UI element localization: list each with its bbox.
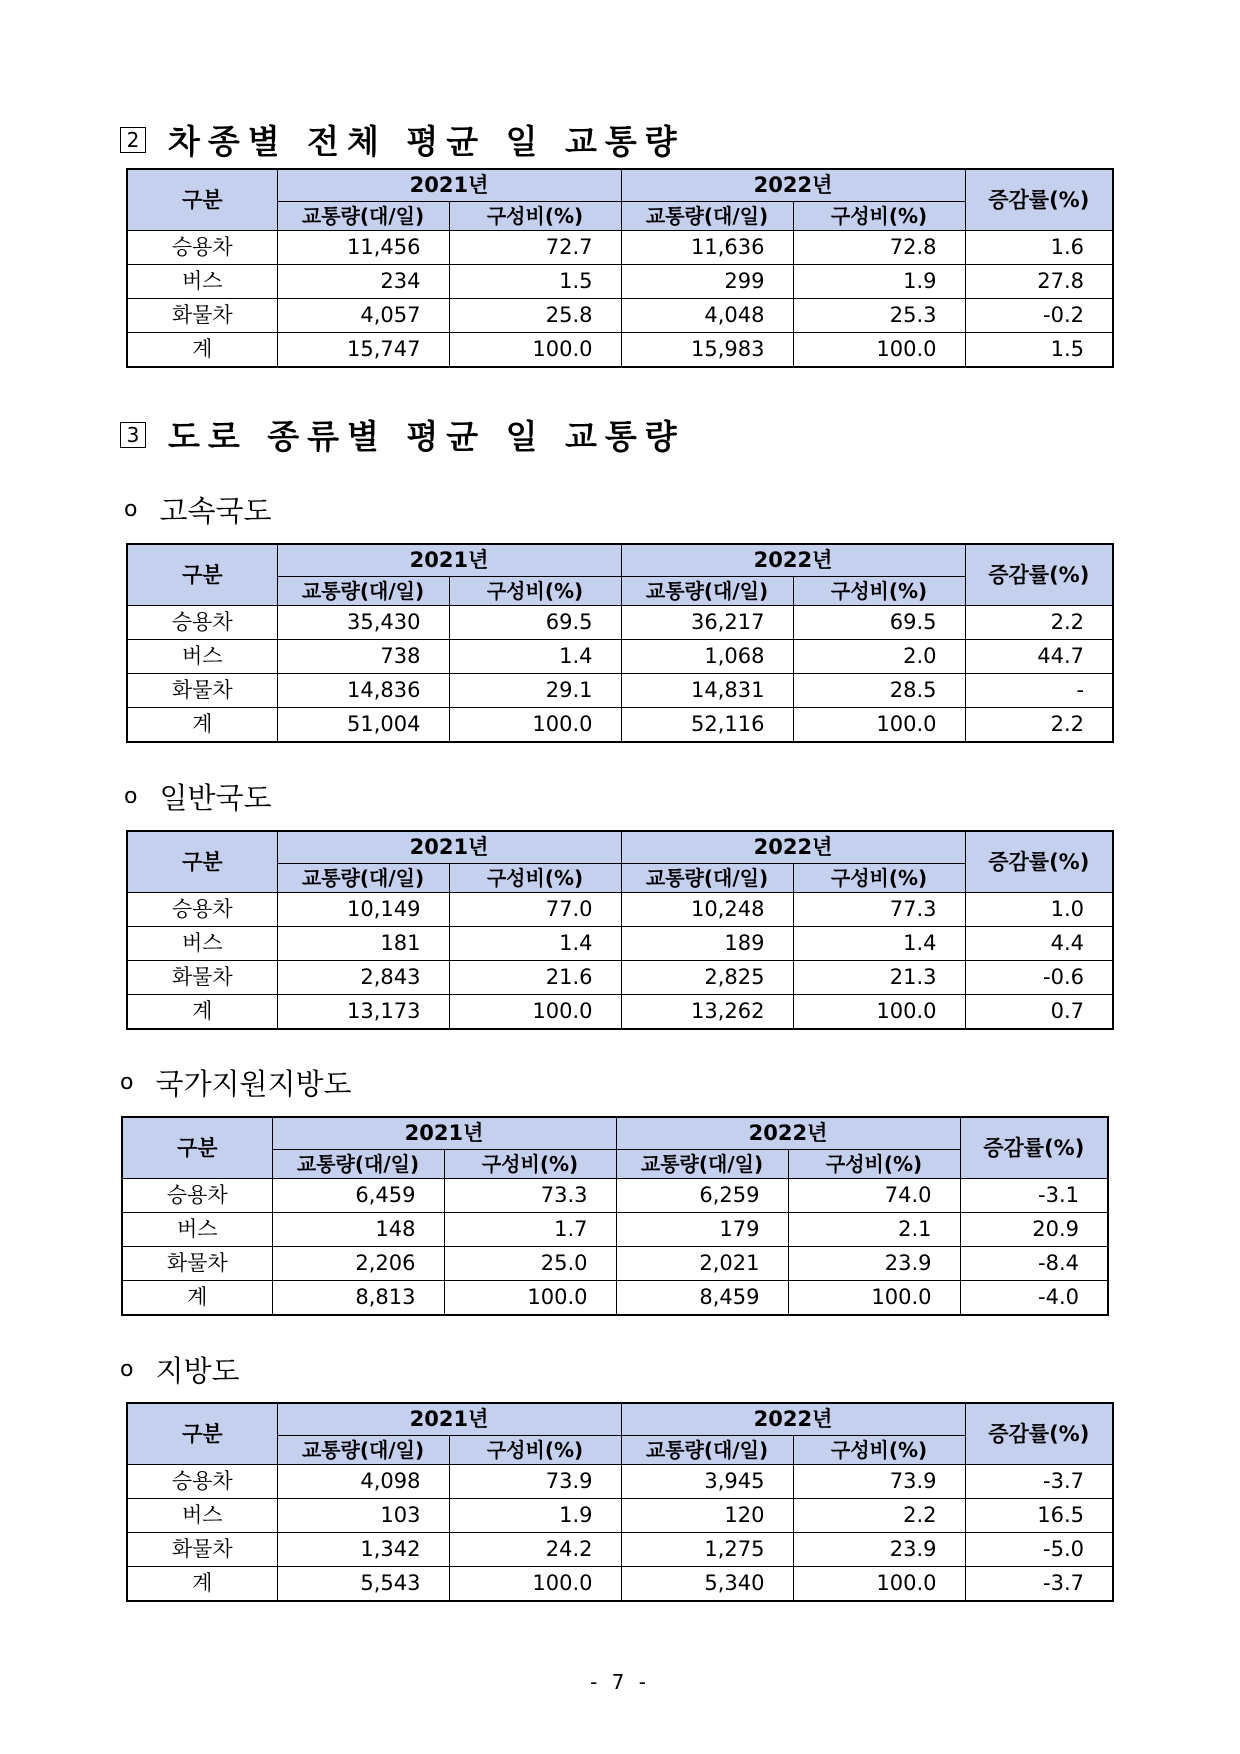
subsection-heading-expressway	[124, 489, 272, 530]
ratio-2022: 2.0	[793, 640, 965, 674]
table-row	[127, 231, 1113, 265]
row-label: 승용차	[127, 893, 277, 927]
row-label: 계	[127, 1567, 277, 1602]
table-row	[127, 265, 1113, 299]
ratio-2021: 72.7	[449, 231, 621, 265]
change-rate: -4.0	[960, 1281, 1108, 1316]
ratio-2021: 100.0	[449, 995, 621, 1030]
traffic-2022: 2,825	[621, 961, 793, 995]
ratio-2022: 23.9	[793, 1533, 965, 1567]
row-label: 화물차	[127, 299, 277, 333]
row-label: 승용차	[122, 1179, 272, 1213]
traffic-2022: 179	[616, 1213, 788, 1247]
traffic-2021: 13,173	[277, 995, 449, 1030]
ratio-2021: 25.8	[449, 299, 621, 333]
ratio-2021: 1.4	[449, 640, 621, 674]
header-change: 증감률(%)	[965, 544, 1113, 606]
traffic-2022: 1,275	[621, 1533, 793, 1567]
traffic-2021: 35,430	[277, 606, 449, 640]
ratio-2021: 1.9	[449, 1499, 621, 1533]
table-row	[127, 333, 1113, 368]
subsection-title: 일반국도	[159, 781, 272, 815]
header-year-2021: 2021년	[277, 169, 621, 202]
change-rate: 1.6	[965, 231, 1113, 265]
section-heading-vehicle-type	[120, 116, 685, 163]
ratio-2022: 72.8	[793, 231, 965, 265]
header-traffic: 교통량(대/일)	[277, 864, 449, 893]
table-row	[122, 1213, 1108, 1247]
traffic-2022: 189	[621, 927, 793, 961]
table-row	[122, 1281, 1108, 1316]
header-ratio: 구성비(%)	[449, 577, 621, 606]
header-traffic: 교통량(대/일)	[277, 1436, 449, 1465]
header-year-2021: 2021년	[277, 1403, 621, 1436]
ratio-2022: 74.0	[788, 1179, 960, 1213]
header-year-2021: 2021년	[272, 1117, 616, 1150]
header-traffic: 교통량(대/일)	[277, 577, 449, 606]
traffic-2021: 8,813	[272, 1281, 444, 1316]
change-rate: -5.0	[965, 1533, 1113, 1567]
header-ratio: 구성비(%)	[793, 202, 965, 231]
ratio-2021: 73.3	[444, 1179, 616, 1213]
ratio-2021: 100.0	[449, 333, 621, 368]
traffic-2021: 2,843	[277, 961, 449, 995]
traffic-2022: 52,116	[621, 708, 793, 743]
row-label: 화물차	[127, 674, 277, 708]
row-label: 버스	[127, 927, 277, 961]
traffic-table-expressway	[126, 543, 1114, 743]
header-category: 구분	[127, 1403, 277, 1465]
ratio-2022: 2.1	[788, 1213, 960, 1247]
change-rate: -	[965, 674, 1113, 708]
row-label: 버스	[127, 265, 277, 299]
ratio-2022: 100.0	[793, 995, 965, 1030]
ratio-2021: 1.4	[449, 927, 621, 961]
ratio-2021: 77.0	[449, 893, 621, 927]
traffic-2022: 14,831	[621, 674, 793, 708]
table-row	[127, 1499, 1113, 1533]
traffic-2021: 11,456	[277, 231, 449, 265]
traffic-2022: 6,259	[616, 1179, 788, 1213]
change-rate: 1.5	[965, 333, 1113, 368]
ratio-2022: 25.3	[793, 299, 965, 333]
ratio-2021: 21.6	[449, 961, 621, 995]
traffic-2022: 13,262	[621, 995, 793, 1030]
subsection-title: 국가지원지방도	[155, 1067, 352, 1101]
row-label: 버스	[127, 1499, 277, 1533]
header-year-2021: 2021년	[277, 831, 621, 864]
traffic-2022: 8,459	[616, 1281, 788, 1316]
subsection-heading-state-supported-road	[120, 1062, 352, 1103]
row-label: 화물차	[127, 1533, 277, 1567]
change-rate: 4.4	[965, 927, 1113, 961]
header-ratio: 구성비(%)	[793, 864, 965, 893]
header-ratio: 구성비(%)	[449, 202, 621, 231]
row-label: 계	[127, 995, 277, 1030]
traffic-2022: 15,983	[621, 333, 793, 368]
header-year-2022: 2022년	[621, 169, 965, 202]
row-label: 계	[127, 333, 277, 368]
traffic-2021: 51,004	[277, 708, 449, 743]
ratio-2021: 25.0	[444, 1247, 616, 1281]
section-title: 차종별 전체 평균 일 교통량	[168, 122, 685, 161]
subsection-title: 지방도	[155, 1354, 240, 1388]
table-row	[127, 606, 1113, 640]
change-rate: -3.1	[960, 1179, 1108, 1213]
bullet: o	[120, 1070, 134, 1095]
traffic-table-local-road	[126, 1402, 1114, 1602]
ratio-2021: 100.0	[449, 1567, 621, 1602]
change-rate: -3.7	[965, 1567, 1113, 1602]
page-number: - 7 -	[590, 1670, 650, 1694]
table-row	[127, 927, 1113, 961]
header-change: 증감률(%)	[965, 169, 1113, 231]
change-rate: -0.2	[965, 299, 1113, 333]
traffic-2021: 15,747	[277, 333, 449, 368]
header-traffic: 교통량(대/일)	[277, 202, 449, 231]
header-year-2022: 2022년	[621, 1403, 965, 1436]
traffic-2022: 5,340	[621, 1567, 793, 1602]
row-label: 계	[122, 1281, 272, 1316]
traffic-2021: 2,206	[272, 1247, 444, 1281]
table-row	[127, 640, 1113, 674]
change-rate: -8.4	[960, 1247, 1108, 1281]
subsection-title: 고속국도	[159, 494, 272, 528]
traffic-2022: 11,636	[621, 231, 793, 265]
traffic-2022: 10,248	[621, 893, 793, 927]
change-rate: -3.7	[965, 1465, 1113, 1499]
table-row	[122, 1179, 1108, 1213]
header-ratio: 구성비(%)	[449, 864, 621, 893]
traffic-2022: 120	[621, 1499, 793, 1533]
traffic-2021: 148	[272, 1213, 444, 1247]
section-heading-road-type	[120, 411, 685, 458]
traffic-2021: 10,149	[277, 893, 449, 927]
traffic-2022: 4,048	[621, 299, 793, 333]
header-traffic: 교통량(대/일)	[621, 577, 793, 606]
ratio-2021: 100.0	[444, 1281, 616, 1316]
traffic-2021: 5,543	[277, 1567, 449, 1602]
table-row	[127, 961, 1113, 995]
row-label: 계	[127, 708, 277, 743]
section-title: 도로 종류별 평균 일 교통량	[168, 417, 685, 456]
ratio-2022: 1.9	[793, 265, 965, 299]
traffic-2021: 738	[277, 640, 449, 674]
traffic-2021: 6,459	[272, 1179, 444, 1213]
ratio-2021: 1.5	[449, 265, 621, 299]
ratio-2021: 73.9	[449, 1465, 621, 1499]
ratio-2021: 1.7	[444, 1213, 616, 1247]
section-number-box: 3	[120, 422, 146, 448]
header-category: 구분	[122, 1117, 272, 1179]
bullet: o	[124, 497, 138, 522]
change-rate: 27.8	[965, 265, 1113, 299]
header-category: 구분	[127, 831, 277, 893]
subsection-heading-local-road	[120, 1349, 240, 1390]
change-rate: 44.7	[965, 640, 1113, 674]
header-change: 증감률(%)	[960, 1117, 1108, 1179]
header-ratio: 구성비(%)	[788, 1150, 960, 1179]
header-ratio: 구성비(%)	[793, 1436, 965, 1465]
table-row	[127, 1465, 1113, 1499]
traffic-2021: 4,098	[277, 1465, 449, 1499]
table-row	[127, 299, 1113, 333]
traffic-2022: 36,217	[621, 606, 793, 640]
bullet: o	[124, 784, 138, 809]
traffic-2022: 2,021	[616, 1247, 788, 1281]
ratio-2022: 2.2	[793, 1499, 965, 1533]
header-change: 증감률(%)	[965, 831, 1113, 893]
table-row	[127, 1533, 1113, 1567]
table-row	[127, 708, 1113, 743]
table-row	[127, 995, 1113, 1030]
traffic-2022: 3,945	[621, 1465, 793, 1499]
header-traffic: 교통량(대/일)	[621, 1436, 793, 1465]
table-row	[127, 893, 1113, 927]
ratio-2021: 29.1	[449, 674, 621, 708]
ratio-2022: 1.4	[793, 927, 965, 961]
ratio-2021: 100.0	[449, 708, 621, 743]
row-label: 화물차	[122, 1247, 272, 1281]
row-label: 버스	[127, 640, 277, 674]
change-rate: 16.5	[965, 1499, 1113, 1533]
header-traffic: 교통량(대/일)	[616, 1150, 788, 1179]
traffic-2022: 299	[621, 265, 793, 299]
header-traffic: 교통량(대/일)	[621, 864, 793, 893]
ratio-2022: 73.9	[793, 1465, 965, 1499]
traffic-2021: 234	[277, 265, 449, 299]
traffic-2021: 14,836	[277, 674, 449, 708]
change-rate: -0.6	[965, 961, 1113, 995]
row-label: 승용차	[127, 1465, 277, 1499]
header-year-2022: 2022년	[616, 1117, 960, 1150]
ratio-2021: 69.5	[449, 606, 621, 640]
header-change: 증감률(%)	[965, 1403, 1113, 1465]
change-rate: 2.2	[965, 606, 1113, 640]
traffic-2021: 181	[277, 927, 449, 961]
change-rate: 20.9	[960, 1213, 1108, 1247]
ratio-2022: 100.0	[793, 708, 965, 743]
ratio-2022: 77.3	[793, 893, 965, 927]
row-label: 승용차	[127, 231, 277, 265]
traffic-2021: 4,057	[277, 299, 449, 333]
traffic-table-state-supported-road	[121, 1116, 1109, 1316]
change-rate: 2.2	[965, 708, 1113, 743]
header-category: 구분	[127, 544, 277, 606]
row-label: 승용차	[127, 606, 277, 640]
section-number-box: 2	[120, 127, 146, 153]
ratio-2022: 100.0	[793, 333, 965, 368]
header-traffic: 교통량(대/일)	[272, 1150, 444, 1179]
ratio-2021: 24.2	[449, 1533, 621, 1567]
row-label: 화물차	[127, 961, 277, 995]
ratio-2022: 28.5	[793, 674, 965, 708]
traffic-2021: 103	[277, 1499, 449, 1533]
ratio-2022: 23.9	[788, 1247, 960, 1281]
traffic-2021: 1,342	[277, 1533, 449, 1567]
traffic-table-national-road	[126, 830, 1114, 1030]
ratio-2022: 21.3	[793, 961, 965, 995]
header-year-2021: 2021년	[277, 544, 621, 577]
header-ratio: 구성비(%)	[449, 1436, 621, 1465]
header-year-2022: 2022년	[621, 544, 965, 577]
change-rate: 0.7	[965, 995, 1113, 1030]
header-traffic: 교통량(대/일)	[621, 202, 793, 231]
header-year-2022: 2022년	[621, 831, 965, 864]
ratio-2022: 100.0	[788, 1281, 960, 1316]
bullet: o	[120, 1357, 134, 1382]
change-rate: 1.0	[965, 893, 1113, 927]
header-ratio: 구성비(%)	[444, 1150, 616, 1179]
subsection-heading-national-road	[124, 776, 272, 817]
ratio-2022: 100.0	[793, 1567, 965, 1602]
table-row	[122, 1247, 1108, 1281]
table-row	[127, 1567, 1113, 1602]
traffic-2022: 1,068	[621, 640, 793, 674]
header-category: 구분	[127, 169, 277, 231]
header-ratio: 구성비(%)	[793, 577, 965, 606]
table-row	[127, 674, 1113, 708]
ratio-2022: 69.5	[793, 606, 965, 640]
traffic-table-all	[126, 168, 1114, 368]
row-label: 버스	[122, 1213, 272, 1247]
